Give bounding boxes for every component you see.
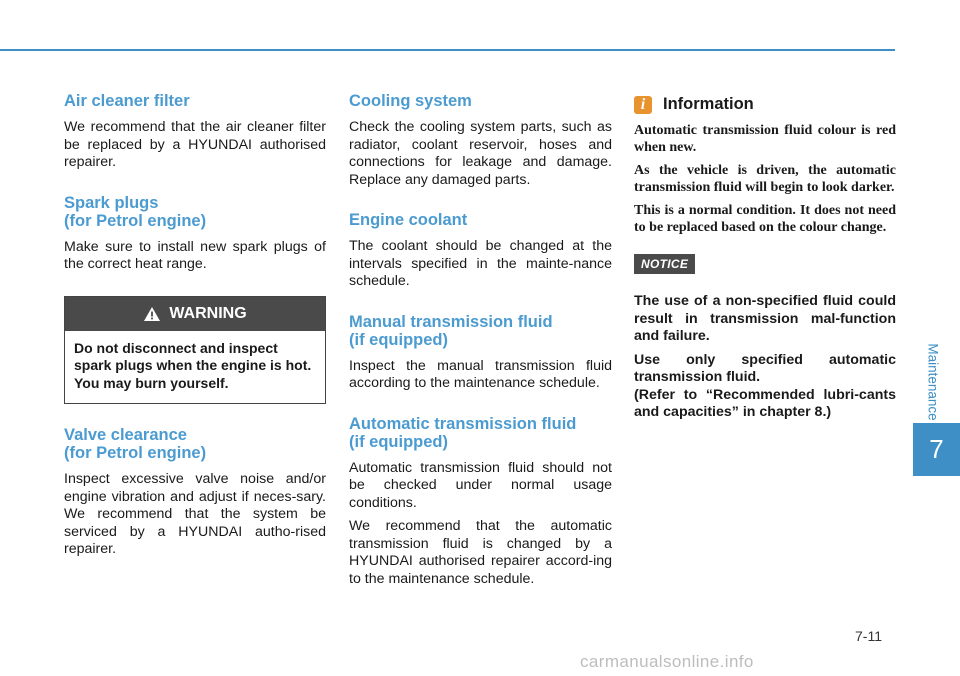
warning-label: WARNING — [169, 304, 247, 322]
auto-fluid-title-line1: Automatic transmission fluid — [349, 414, 577, 433]
warning-text: Do not disconnect and inspect spark plugs when the engine is hot. You may burn yourself. — [74, 339, 312, 391]
manual-fluid-title — [349, 313, 612, 349]
notice-badge: NOTICE — [634, 254, 695, 274]
valve-clearance-text: Inspect excessive valve noise and/or engine vibration and adjust if neces-sary. We recommend that the system be serviced by a HYUNDAI autho-rised repairer. — [64, 471, 326, 557]
watermark: carmanualsonline.info — [580, 652, 754, 671]
valve-clearance-title-line2: (for Petrol engine) — [64, 444, 207, 462]
valve-clearance-title-line1: Valve clearance — [64, 426, 187, 444]
info-text-1: Automatic transmission fluid colour is red when new. — [634, 123, 896, 155]
spark-plugs-text: Make sure to install new spark plugs of the correct heat range. — [64, 238, 326, 272]
warning-triangle-icon — [143, 306, 161, 322]
page-number: 7-11 — [855, 628, 882, 644]
spark-plugs-title — [64, 194, 326, 230]
engine-coolant-title: Engine coolant — [349, 211, 468, 229]
info-header — [634, 95, 896, 114]
info-icon: i — [634, 96, 652, 114]
cooling-system-text: Check the cooling system parts, such as radiator, coolant reservoir, hoses and connections for leakage and damage. Replace any damaged parts. — [349, 119, 612, 188]
auto-fluid-text-1: Automatic transmission fluid should not be checked under normal usage conditions. — [349, 459, 612, 511]
air-cleaner-title: Air cleaner filter — [64, 92, 190, 110]
notice-text-2-line2: (Refer to “Recommended lubri-cants and capacities” in chapter 8.) — [634, 386, 896, 420]
info-text-3: This is a normal condition. It does not need to be replaced based on the colour change. — [634, 203, 896, 235]
column-middle — [349, 92, 612, 588]
manual-fluid-title-line1: Manual transmission fluid — [349, 312, 553, 331]
air-cleaner-text: We recommend that the air cleaner filter be replaced by a HYUNDAI authorised repairer. — [64, 119, 326, 170]
chapter-tab: 7 — [913, 423, 960, 476]
auto-fluid-title — [349, 415, 612, 451]
engine-coolant-text: The coolant should be changed at the intervals specified in the mainte-nance schedule. — [349, 238, 612, 289]
notice-text-1: The use of a non-specified fluid could result in transmission mal-function and failure. — [634, 293, 896, 344]
cooling-system-title: Cooling system — [349, 92, 472, 110]
column-right — [634, 92, 896, 422]
valve-clearance-title — [64, 426, 326, 462]
info-text-2: As the vehicle is driven, the automatic transmission fluid will begin to look darker. — [634, 163, 896, 195]
side-section-text: Maintenance — [925, 343, 941, 421]
side-section-label — [923, 337, 943, 427]
auto-fluid-title-line2: (if equipped) — [349, 432, 448, 451]
column-left — [64, 92, 326, 559]
auto-fluid-text-2: We recommend that the automatic transmission fluid is changed by a HYUNDAI authorised repairer accord-ing to the maintenance schedule. — [349, 518, 612, 587]
notice-text-2-line1: Use only specified automatic transmission fluid. — [634, 351, 896, 385]
spark-plugs-title-line2: (for Petrol engine) — [64, 211, 207, 230]
spark-plugs-title-line1: Spark plugs — [64, 193, 159, 212]
warning-box — [64, 296, 326, 405]
manual-fluid-title-line2: (if equipped) — [349, 330, 448, 349]
warning-header — [65, 297, 325, 331]
notice-text-2 — [634, 352, 896, 422]
top-rule — [0, 49, 895, 51]
info-title: Information — [663, 95, 754, 113]
manual-fluid-text: Inspect the manual transmission fluid according to the maintenance schedule. — [349, 357, 612, 391]
